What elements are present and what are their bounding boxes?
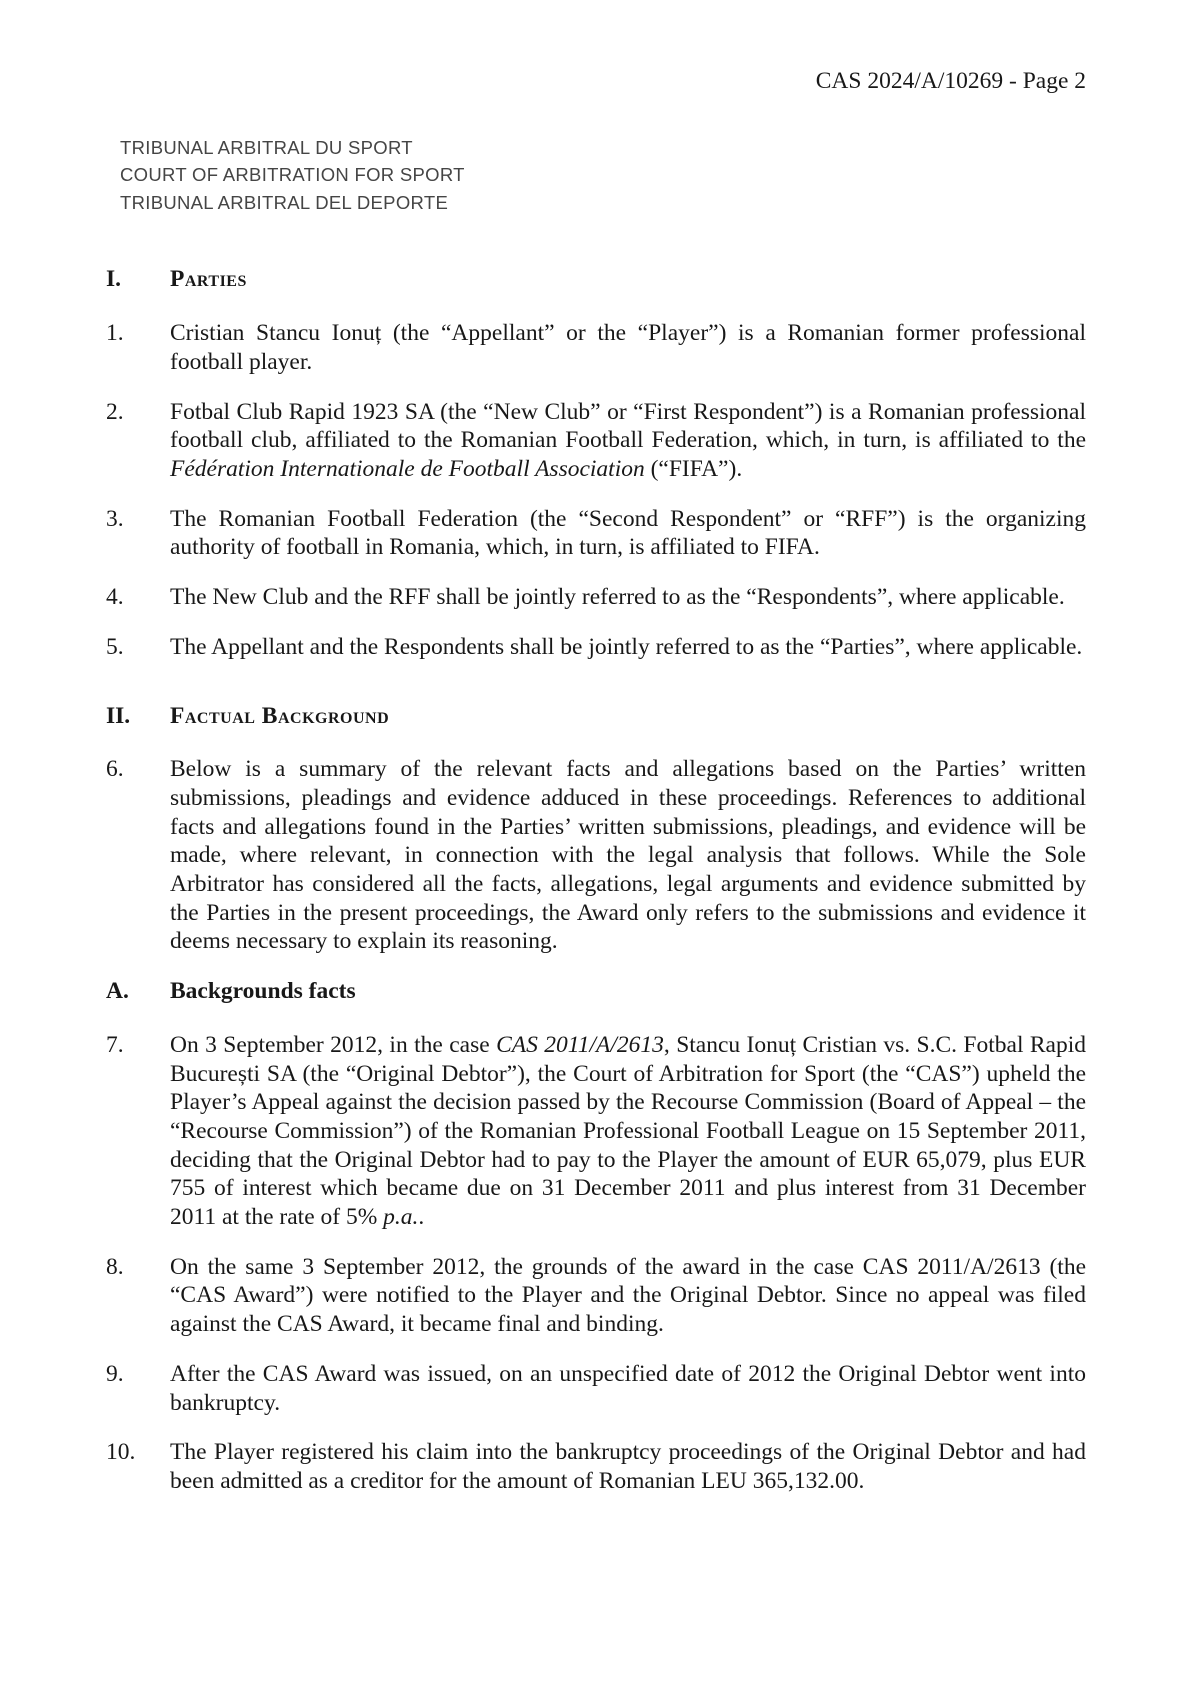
numbered-paragraph [106,1360,1086,1417]
item-number: 5. [106,633,124,660]
item-number: 8. [106,1253,124,1280]
numbered-paragraph [106,398,1086,484]
numbered-paragraph [106,505,1086,562]
section-title: Factual Background [170,702,390,729]
item-number: II. [106,702,131,729]
numbered-paragraph [106,583,1086,612]
letterhead-line-english: COURT OF ARBITRATION FOR SPORT [120,164,465,186]
numbered-paragraph [106,1438,1086,1495]
page-header [106,67,1086,96]
document-body [106,265,1086,1495]
paragraph-text: Cristian Stancu Ionuț (the “Appellant” or the “Player”) is a Romanian former professional football player. [170,320,1086,375]
case-reference: CAS 2024/A/10269 - Page 2 [815,68,1086,94]
paragraph-text: The Appellant and the Respondents shall be jointly referred to as the “Parties”, where applicable. [170,633,1083,660]
letterhead-line-french: TRIBUNAL ARBITRAL DU SPORT [120,136,413,158]
section-title: Backgrounds facts [170,978,356,1005]
paragraph-text: On 3 September 2012, in the case CAS 2011/A/2613, Stancu Ionuț Cristian vs. S.C. Fotbal Rapid București SA (the “Original Debtor”), the Court of Arbitration for Sport (the “CAS”) upheld the Player’s Appeal against the decision passed by the Recourse Commission (Board of Appeal – the “Recourse Commission”) of the Romanian Professional Football League on 15 September 2011, deciding that the Original Debtor had to pay to the Player the amount of EUR 65,079, plus EUR 755 of interest which became due on 31 December 2011 and plus interest from 31 December 2011 at the rate of 5% p.a.. [170,1031,1087,1231]
item-number: I. [106,266,122,293]
item-number: 1. [106,320,124,347]
paragraph-text: The New Club and the RFF shall be jointly referred to as the “Respondents”, where applicable. [170,584,1065,611]
paragraph-text: Fotbal Club Rapid 1923 SA (the “New Club” or “First Respondent”) is a Romanian professional football club, affiliated to the Romanian Football Federation, which, in turn, is affiliated to the Fédération Internationale de Football Association (“FIFA”). [170,398,1086,482]
section-heading [106,265,1086,294]
numbered-paragraph [106,319,1086,376]
letterhead-line-spanish: TRIBUNAL ARBITRAL DEL DEPORTE [120,191,449,213]
section-heading [106,702,1086,731]
paragraph-text: The Player registered his claim into the bankruptcy proceedings of the Original Debtor and had been admitted as a creditor for the amount of Romanian LEU 365,132.00. [170,1439,1086,1494]
section-title: Parties [170,266,247,293]
item-number: 2. [106,398,124,425]
paragraph-text: On the same 3 September 2012, the grounds of the award in the case CAS 2011/A/2613 (the “CAS Award”) were notified to the Player and the Original Debtor. Since no appeal was filed against the CAS Award, it became final and binding. [170,1253,1086,1338]
numbered-paragraph [106,1253,1086,1339]
cas-letterhead [120,134,1086,217]
numbered-paragraph [106,633,1086,662]
numbered-paragraph [106,1031,1086,1232]
paragraph-text: After the CAS Award was issued, on an unspecified date of 2012 the Original Debtor went into bankruptcy. [170,1360,1086,1416]
item-number: 3. [106,505,124,532]
paragraph-text: Below is a summary of the relevant facts and allegations based on the Parties’ written submissions, pleadings and evidence adduced in these proceedings. References to additional facts and allegations found in the Parties’ written submissions, pleadings, and evidence will be made, where relevant, in connection with the legal analysis that follows. While the Sole Arbitrator has considered all the facts, allegations, legal arguments and evidence submitted by the Parties in the present proceedings, the Award only refers to the submissions and evidence it deems necessary to explain its reasoning. [170,756,1086,955]
item-number: A. [106,978,129,1005]
item-number: 9. [106,1360,124,1387]
paragraph-text: The Romanian Football Federation (the “Second Respondent” or “RFF”) is the organizing authority of football in Romania, which, in turn, is affiliated to FIFA. [170,505,1086,561]
item-number: 6. [106,756,124,783]
page-content [106,0,1086,1517]
item-number: 7. [106,1031,124,1058]
numbered-paragraph [106,755,1086,956]
section-heading [106,977,1086,1006]
item-number: 10. [106,1439,136,1466]
item-number: 4. [106,584,124,611]
